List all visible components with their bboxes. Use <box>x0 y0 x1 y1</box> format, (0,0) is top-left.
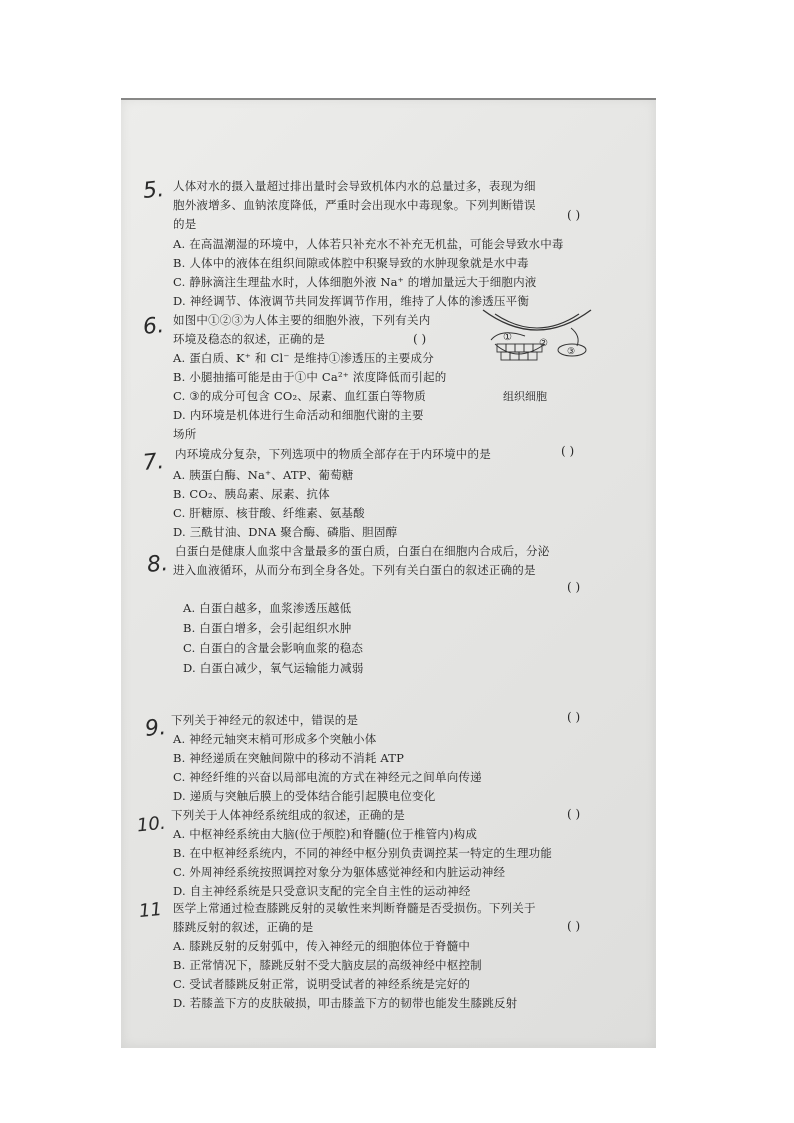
option-d: D. 白蛋白减少，氧气运输能力减弱 <box>183 661 364 675</box>
option-c: C. 静脉滴注生理盐水时，人体细胞外液 Na⁺ 的增加量远大于细胞内液 <box>173 275 537 289</box>
option-b: B. 神经递质在突触间隙中的移动不消耗 ATP <box>173 751 405 765</box>
scanned-page <box>121 98 656 1048</box>
question-number: 7. <box>141 448 166 477</box>
question-stem: 胞外液增多、血钠浓度降低，严重时会出现水中毒现象。下列判断错误 <box>173 198 536 212</box>
question-stem: 下列关于神经元的叙述中，错误的是 <box>171 713 359 727</box>
answer-paren: ( ) <box>567 919 581 933</box>
answer-paren: ( ) <box>567 710 581 724</box>
option-c: C. 外周神经系统按照调控对象分为躯体感觉神经和内脏运动神经 <box>173 865 506 879</box>
option-d-cont: 场所 <box>173 427 197 441</box>
question-stem: 人体对水的摄入量超过排出量时会导致机体内水的总量过多，表现为细 <box>173 179 536 193</box>
option-a: A. 神经元轴突末梢可形成多个突触小体 <box>173 732 377 746</box>
option-b: B. CO₂、胰岛素、尿素、抗体 <box>173 487 330 501</box>
question-stem: 如图中①②③为人体主要的细胞外液，下列有关内 <box>173 313 431 327</box>
option-d: D. 内环境是机体进行生命活动和细胞代谢的主要 <box>173 408 424 422</box>
question-stem: 下列关于人体神经系统组成的叙述，正确的是 <box>171 808 405 822</box>
answer-paren: ( ) <box>567 580 581 594</box>
option-b: B. 正常情况下，膝跳反射不受大脑皮层的高级神经中枢控制 <box>173 958 482 972</box>
option-a: A. 胰蛋白酶、Na⁺、ATP、葡萄糖 <box>173 468 354 482</box>
question-stem: 膝跳反射的叙述，正确的是 <box>173 920 314 934</box>
option-d: D. 神经调节、体液调节共同发挥调节作用，维持了人体的渗透压平衡 <box>173 294 530 308</box>
option-b: B. 在中枢神经系统内，不同的神经中枢分别负责调控某一特定的生理功能 <box>173 846 553 860</box>
question-stem: 环境及稳态的叙述，正确的是 <box>173 332 326 346</box>
answer-paren: ( ) <box>567 807 581 821</box>
question-stem: 医学上常通过检查膝跳反射的灵敏性来判断脊髓是否受损伤。下列关于 <box>173 901 536 915</box>
question-number: 9. <box>143 714 168 743</box>
option-b: B. 白蛋白增多，会引起组织水肿 <box>183 621 352 635</box>
option-c: C. 肝糖原、核苷酸、纤维素、氨基酸 <box>173 506 365 520</box>
page-edge <box>121 98 656 100</box>
answer-paren: ( ) <box>561 444 575 458</box>
option-b: B. 人体中的液体在组织间隙或体腔中积聚导致的水肿现象就是水中毒 <box>173 256 529 270</box>
answer-paren: ( ) <box>567 208 581 222</box>
option-d: D. 若膝盖下方的皮肤破损，叩击膝盖下方的韧带也能发生膝跳反射 <box>173 996 518 1010</box>
question-number: 5. <box>141 176 166 205</box>
question-stem: 进入血液循环，从而分布到全身各处。下列有关白蛋白的叙述正确的是 <box>173 563 536 577</box>
question-stem: 白蛋白是健康人血浆中含量最多的蛋白质，白蛋白在细胞内合成后，分泌 <box>175 544 550 558</box>
option-b: B. 小腿抽搐可能是由于①中 Ca²⁺ 浓度降低而引起的 <box>173 370 447 384</box>
question-number: 10. <box>135 812 167 837</box>
figure-label: 组织细胞 <box>503 390 547 403</box>
option-c: C. 受试者膝跳反射正常，说明受试者的神经系统是完好的 <box>173 977 471 991</box>
answer-paren: ( ) <box>413 332 427 346</box>
option-d: D. 自主神经系统是只受意识支配的完全自主性的运动神经 <box>173 884 471 898</box>
svg-text:①: ① <box>503 332 512 343</box>
option-d: D. 三酰甘油、DNA 聚合酶、磷脂、胆固醇 <box>173 525 398 539</box>
question-number: 11 <box>137 898 163 923</box>
option-c: C. 白蛋白的含量会影响血浆的稳态 <box>183 641 364 655</box>
option-c: C. ③的成分可包含 CO₂、尿素、血红蛋白等物质 <box>173 389 427 403</box>
option-c: C. 神经纤维的兴奋以局部电流的方式在神经元之间单向传递 <box>173 770 482 784</box>
option-a: A. 蛋白质、K⁺ 和 Cl⁻ 是维持①渗透压的主要成分 <box>173 351 434 365</box>
question-number: 6. <box>141 312 166 341</box>
svg-text:③: ③ <box>567 347 576 357</box>
question-stem: 内环境成分复杂，下列选项中的物质全部存在于内环境中的是 <box>175 447 491 461</box>
question-number: 8. <box>145 550 170 579</box>
option-a: A. 膝跳反射的反射弧中，传入神经元的细胞体位于脊髓中 <box>173 939 471 953</box>
option-a: A. 在高温潮湿的环境中，人体若只补充水不补充无机盐，可能会导致水中毒 <box>173 237 564 251</box>
option-a: A. 中枢神经系统由大脑(位于颅腔)和脊髓(位于椎管内)构成 <box>173 827 478 841</box>
question-stem: 的是 <box>173 217 197 231</box>
option-a: A. 白蛋白越多，血浆渗透压越低 <box>183 601 352 615</box>
svg-text:②: ② <box>539 338 548 349</box>
tissue-diagram <box>477 306 597 386</box>
option-d: D. 递质与突触后膜上的受体结合能引起膜电位变化 <box>173 789 436 803</box>
